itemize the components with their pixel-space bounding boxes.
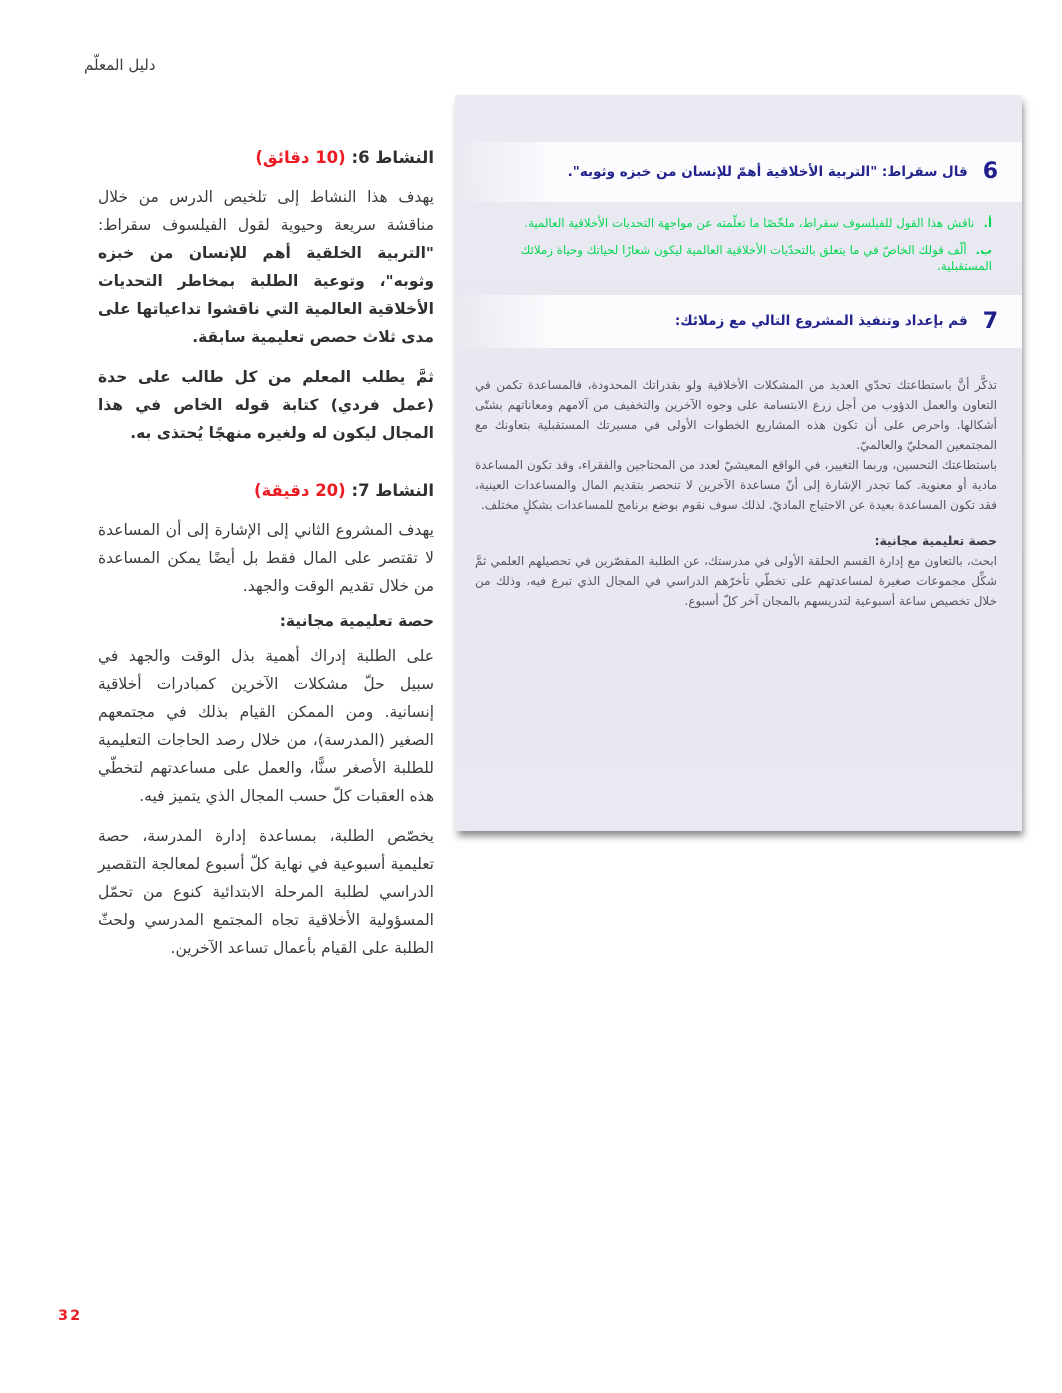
subquestion-b <box>481 242 992 274</box>
free-lesson-subhead: حصة تعليمية مجانية: <box>279 612 434 630</box>
activity6-paragraph-1-bold: "التربية الخلقية أهم للإنسان من خبزه وثوبه"، وتوعية الطلبة بمخاطر التحديات الأخلاقية العالمية التي ناقشوا تداعياتها على مدى ثلاث حصص تعليمية سابقة. <box>98 244 434 346</box>
item7-text: قم بإعداد وتنفيذ المشروع التالي مع زملائك: <box>674 313 968 329</box>
activity7-heading-label: النشاط 7: <box>351 481 434 500</box>
activity6-paragraph-1 <box>98 183 434 351</box>
guide-title: دليل المعلّم <box>84 56 156 74</box>
subquestion-a-text: ناقش هذا القول للفيلسوف سقراط، ملخّصًا ما تعلّمته عن مواجهة التحديات الأخلاقية العالمية. <box>524 216 975 230</box>
activity7-heading <box>98 481 434 500</box>
activity6-heading-label: النشاط 6: <box>351 148 434 167</box>
textbook-page-panel <box>455 95 1022 831</box>
activity7-paragraph-1: يهدف المشروع الثاني إلى الإشارة إلى أن المساعدة لا تقتصر على المال فقط بل أيضًا يمكن المساعدة من خلال تقديم الوقت والجهد. <box>98 521 434 595</box>
activity6-paragraph-2: ثمَّ يطلب المعلم من كل طالب على حدة (عمل فردي) كتابة قوله الخاص في هذا المجال ليكون له ولغيره منهجًا يُحتذى به. <box>98 368 434 442</box>
activity6-duration: (10 دقائق) <box>255 148 352 167</box>
item6-subquestions <box>455 215 1022 285</box>
project-paragraph-2: باستطاعتك التحسين، وربما التغيير، في الواقع المعيشيّ لعدد من المحتاجين والفقراء، وقد تكون المساعدة مادية أو معنوية. كما تجدر الإشارة إلى أنّ مساعدة الآخرين لا تنحصر بتقديم المال والمساعدات العينية، فقد تكون المساعدة بعيدة عن الاحتياج الماديّ. لذلك سوف نقوم بوضع برنامج للمساعدات بشكلٍ مختلف. <box>475 458 997 512</box>
project-paragraph-1: تذكَّر أنَّ باستطاعتك تحدّي العديد من المشكلات الأخلاقية ولو بقدراتك المحدودة، فالمساعدة تكمن في التعاون والعمل الدؤوب من أجل زرع الابتسامة على وجوه الآخرين والتخفيف من آلامهم ومعاناتهم بشتّى أشكالها. واحرص على أن تكون هذه المشاريع الخطوات الأولى في مسيرتك المستقبلية بتعاونك مع المجتمعين المحليّ والعالميّ. <box>475 378 997 452</box>
activity6-paragraph-1-regular: يهدف هذا النشاط إلى تلخيص الدرس من خلال مناقشة سريعة وحيوية لقول الفيلسوف سقراط: <box>98 188 434 234</box>
activity6-heading <box>98 148 434 167</box>
teacher-notes-column <box>98 148 434 974</box>
item6-text: قال سقراط: "التربية الأخلاقية أهمّ للإنسان من خبزه وثوبه". <box>567 163 968 180</box>
activity7-paragraph-3: يخصّص الطلبة، بمساعدة إدارة المدرسة، حصة تعليمية أسبوعية في نهاية كلّ أسبوع لمعالجة التقصير الدراسي لطلبة المرحلة الابتدائية كنوع من تحمّل المسؤولية الأخلاقية تجاه المجتمع المدرسي ولحثّ الطلبة على القيام بأعمال تساعد الآخرين. <box>98 827 434 957</box>
page-number: 32 <box>58 1308 83 1324</box>
textbook-item7-band <box>455 295 1022 348</box>
item6-number: 6 <box>982 159 998 184</box>
subquestion-a-label: أ. <box>983 216 992 230</box>
activity7-duration: (20 دقيقة) <box>254 481 352 500</box>
project-description <box>455 375 1022 611</box>
subquestion-a <box>481 215 992 231</box>
project-subhead-paragraph: ابحث، بالتعاون مع إدارة القسم الحلقة الأولى في مدرستك، عن الطلبة المقصّرين في تحصيلهم العلمي ثمَّ شكِّل مجموعات صغيرة لمساعدتهم على تخطّي تأخرّهم الدراسي في المجال الذي تبرع فيه، وذلك من خلال تخصيص ساعة أسبوعية لتدريسهم بالمجان آخر كلّ أسبوع. <box>475 554 997 608</box>
item7-number: 7 <box>982 308 998 334</box>
subquestion-b-text: ألّف قولك الخاصّ في ما يتعلق بالتحدّيات الأخلاقية العالمية ليكون شعارًا لحياتك وحياة زملائك المستقبلية. <box>520 243 992 273</box>
subquestion-b-label: ب. <box>975 243 992 257</box>
textbook-item6-band <box>455 142 1022 202</box>
activity7-paragraph-2: على الطلبة إدراك أهمية بذل الوقت والجهد في سبيل حلّ مشكلات الآخرين كمبادرات أخلاقية إنسانية. ومن الممكن القيام بذلك في مجتمعهم الصغير (المدرسة)، من خلال رصد الحاجات التعليمية للطلبة الأصغر سنًّا، والعمل على مساعدتهم لتخطّي هذه العقبات كلّ حسب المجال الذي يتميز فيه. <box>98 647 434 805</box>
project-subhead: حصة تعليمية مجانية: <box>874 534 997 548</box>
